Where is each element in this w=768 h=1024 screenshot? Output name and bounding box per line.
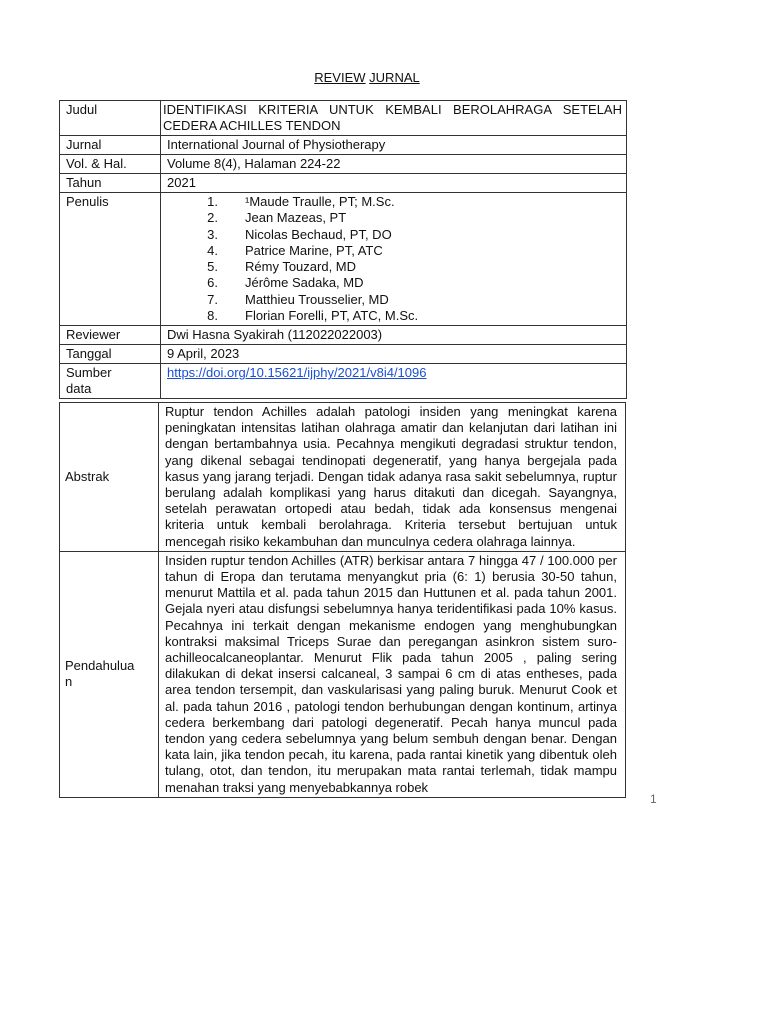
author-number: 3. [207, 226, 218, 242]
jurnal-label: Jurnal [60, 136, 161, 155]
judul-label: Judul [60, 101, 161, 136]
tanggal-value: 9 April, 2023 [161, 345, 627, 364]
row-judul [60, 101, 627, 136]
author-name: Nicolas Bechaud, PT, DO [245, 226, 392, 242]
author-name: ¹Maude Traulle, PT; M.Sc. [245, 194, 395, 209]
title-review: REVIEW [314, 70, 366, 85]
author-item [167, 210, 620, 226]
author-item [167, 259, 620, 275]
vol-label: Vol. & Hal. [60, 155, 161, 174]
sumber-value [161, 364, 627, 399]
author-name: Jérôme Sadaka, MD [245, 275, 364, 291]
review-table [59, 402, 626, 798]
sumber-label-line1: Sumber [66, 365, 112, 381]
author-item [167, 194, 620, 210]
journal-info-table [59, 100, 627, 399]
page-number: 1 [650, 792, 657, 806]
author-name: Florian Forelli, PT, ATC, M.Sc. [245, 308, 419, 324]
row-vol [60, 155, 627, 174]
author-name: Patrice Marine, PT, ATC [245, 242, 383, 258]
author-item [167, 227, 620, 243]
row-tahun [60, 174, 627, 193]
row-jurnal [60, 136, 627, 155]
tahun-value: 2021 [161, 174, 627, 193]
author-item [167, 243, 620, 259]
author-item [167, 275, 620, 291]
row-sumber [60, 364, 627, 399]
row-tanggal [60, 345, 627, 364]
author-item [167, 308, 620, 324]
sumber-label-line2: data [66, 381, 92, 397]
jurnal-value: International Journal of Physiotherapy [161, 136, 627, 155]
author-number: 4. [207, 242, 218, 258]
pendahuluan-label-line1: Pendahulua [65, 658, 135, 674]
row-penulis [60, 193, 627, 326]
row-abstrak [60, 403, 626, 552]
abstrak-text: Ruptur tendon Achilles adalah patologi insiden yang meningkat karena peningkatan intensitas latihan olahraga amatir dan kelanjutan dari latihan ini dengan bertambahnya usia. Pecahnya mengikuti degradasi struktur tendon, yang dikenal sebagai tendinopati degeneratif, yang hanya bergejala pada kasus yang jarang terjadi. Dengan tidak adanya rasa sakit sebelumnya, ruptur berulang adalah komplikasi yang harus ditakuti dan dicegah. Sayangnya, setelah perawatan ortopedi atau bedah, tidak ada konsensus mengenai kriteria untuk kembali berolahraga. Kriteria tersebut bertujuan untuk mencegah risiko kekambuhan dan munculnya cedera olahraga lainnya. [159, 403, 626, 552]
row-pendahuluan [60, 551, 626, 797]
row-reviewer [60, 326, 627, 345]
sumber-label [60, 364, 161, 399]
author-number: 7. [207, 291, 218, 307]
reviewer-value: Dwi Hasna Syakirah (112022022003) [161, 326, 627, 345]
penulis-value [161, 193, 627, 326]
tanggal-label: Tanggal [60, 345, 161, 364]
author-number: 5. [207, 259, 218, 275]
pendahuluan-text: Insiden ruptur tendon Achilles (ATR) berkisar antara 7 hingga 47 / 100.000 per tahun di Eropa dan terutama menyangkut pria (6: 1) berusia 30-50 tahun, menurut Mattila et al. pada tahun 2015 dan Huttunen et al. pada tahun 2001. Gejala nyeri atau disfungsi sebelumnya hanya teridentifikasi pada 10% kasus. Pecahnya ini terkait dengan mekanisme endogen yang menghubungkan kontraksi maksimal Triceps Surae dan peregangan asinkron sistem suro-achilleocalcaneoplantar. Menurut Flik pada tahun 2005 , paling sering dilakukan di dekat insersi calcaneal, 3 sampai 6 cm di atas entheses, pada area tendon tersempit, dan vaskularisasi yang paling buruk. Menurut Cook et al. pada tahun 2016 , patologi tendon berhubungan dengan kontinum, artinya cedera berkembang dari patologi degeneratif. Pecah hanya muncul pada tendon yang cedera sebelumnya yang belum sembuh dengan benar. Dengan kata lain, jika tendon pecah, itu karena, pada rantai kinetik yang dibentuk oleh tulang, otot, dan tendon, itu merupakan mata rantai terlemah, tidak mampu menahan traksi yang menyebabkannya robek [159, 551, 626, 797]
author-name: Rémy Touzard, MD [245, 259, 357, 275]
author-number: 8. [207, 308, 218, 324]
title-jurnal: JURNAL [369, 70, 420, 85]
penulis-label: Penulis [60, 193, 161, 326]
pendahuluan-label-line2: n [65, 674, 73, 690]
author-number: 6. [207, 275, 218, 291]
vol-value: Volume 8(4), Halaman 224-22 [161, 155, 627, 174]
author-list [167, 194, 620, 324]
reviewer-label: Reviewer [60, 326, 161, 345]
judul-value: IDENTIFIKASI KRITERIA UNTUK KEMBALI BEROLAHRAGA SETELAH CEDERA ACHILLES TENDON [161, 101, 627, 136]
author-item [167, 292, 620, 308]
author-number: 2. [207, 210, 218, 226]
doi-link[interactable]: https://doi.org/10.15621/ijphy/2021/v8i4/1096 [167, 365, 427, 381]
tahun-label: Tahun [60, 174, 161, 193]
page-title [0, 70, 734, 85]
author-name: Jean Mazeas, PT [245, 210, 347, 226]
author-number: 1. [207, 194, 218, 209]
author-name: Matthieu Trousselier, MD [245, 291, 389, 307]
abstrak-label: Abstrak [60, 403, 159, 552]
pendahuluan-label [60, 551, 159, 797]
